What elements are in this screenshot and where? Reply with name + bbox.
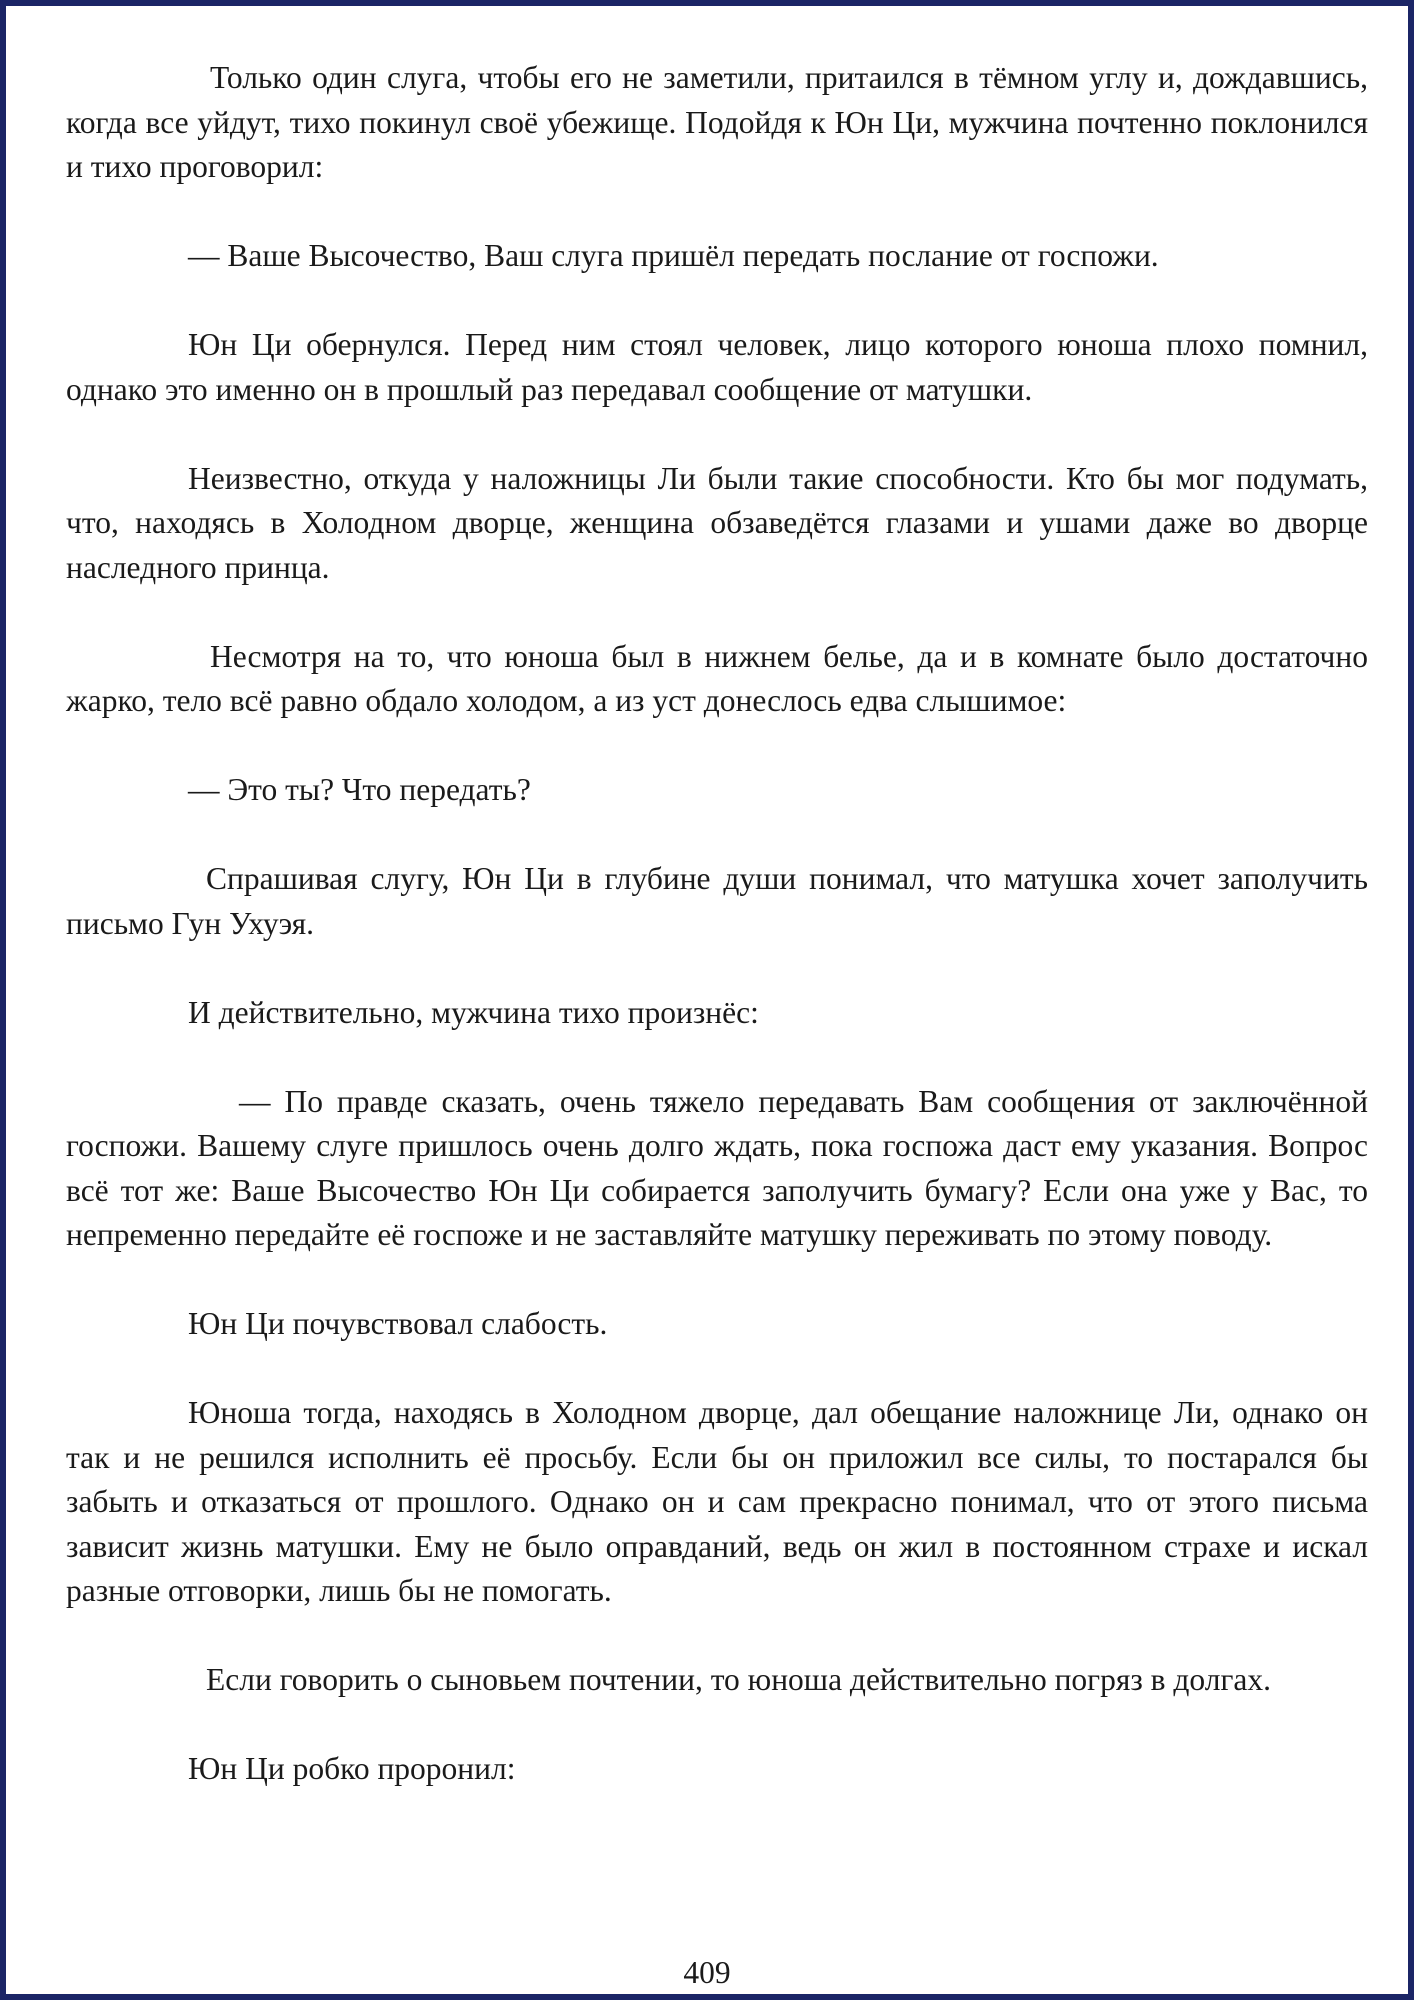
- paragraph: Если говорить о сыновьем почтении, то юноша действительно погряз в долгах.: [206, 1662, 1272, 1697]
- page-body: [66, 56, 1368, 1792]
- paragraph: И действительно, мужчина тихо произнёс:: [188, 994, 759, 1030]
- dialogue-paragraph: — Это ты? Что передать?: [188, 772, 531, 807]
- paragraph: Юн Ци обернулся. Перед ним стоял человек, лицо которого юноша плохо помнил, однако это именно он в прошлый раз передавал сообщение от матушки.: [66, 327, 1368, 407]
- paragraph: Юн Ци робко проронил:: [188, 1751, 516, 1786]
- page-number: 409: [683, 1955, 731, 1990]
- paragraph: Только один слуга, чтобы его не заметили, притаился в тёмном углу и, дождавшись, когда все уйдут, тихо покинул своё убежище. Подойдя к Юн Ци, мужчина почтенно поклонился и тихо проговорил:: [66, 60, 1368, 184]
- dialogue-paragraph: — Ваше Высочество, Ваш слуга пришёл передать послание от госпожи.: [188, 238, 1159, 273]
- paragraph: Юн Ци почувствовал слабость.: [188, 1306, 608, 1341]
- paragraph: Несмотря на то, что юноша был в нижнем белье, да и в комнате было достаточно жарко, тело всё равно обдало холодом, а из уст донеслось едва слышимое:: [66, 638, 1368, 718]
- paragraph: Спрашивая слугу, Юн Ци в глубине души понимал, что матушка хочет заполучить письмо Гун Ухуэя.: [66, 861, 1368, 941]
- paragraph: Неизвестно, откуда у наложницы Ли были такие способности. Кто бы мог подумать, что, находясь в Холодном дворце, женщина обзаведётся глазами и ушами даже во дворце наследного принца.: [66, 460, 1368, 585]
- dialogue-paragraph: — По правде сказать, очень тяжело передавать Вам сообщения от заключённой госпожи. Вашему слуге пришлось очень долго ждать, пока госпожа даст ему указания. Вопрос всё тот же: Ваше Высочество Юн Ци собирается заполучить бумагу? Если она уже у Вас, то непременно передайте её госпоже и не заставляйте матушку переживать по этому поводу.: [66, 1083, 1368, 1252]
- paragraph: Юноша тогда, находясь в Холодном дворце, дал обещание наложнице Ли, однако он так и не решился исполнить её просьбу. Если бы он приложил все силы, то постарался бы забыть и отказаться от прошлого. Однако он и сам прекрасно понимал, что от этого письма зависит жизнь матушки. Ему не было оправданий, ведь он жил в постоянном страхе и искал разные отговорки, лишь бы не помогать.: [66, 1395, 1368, 1608]
